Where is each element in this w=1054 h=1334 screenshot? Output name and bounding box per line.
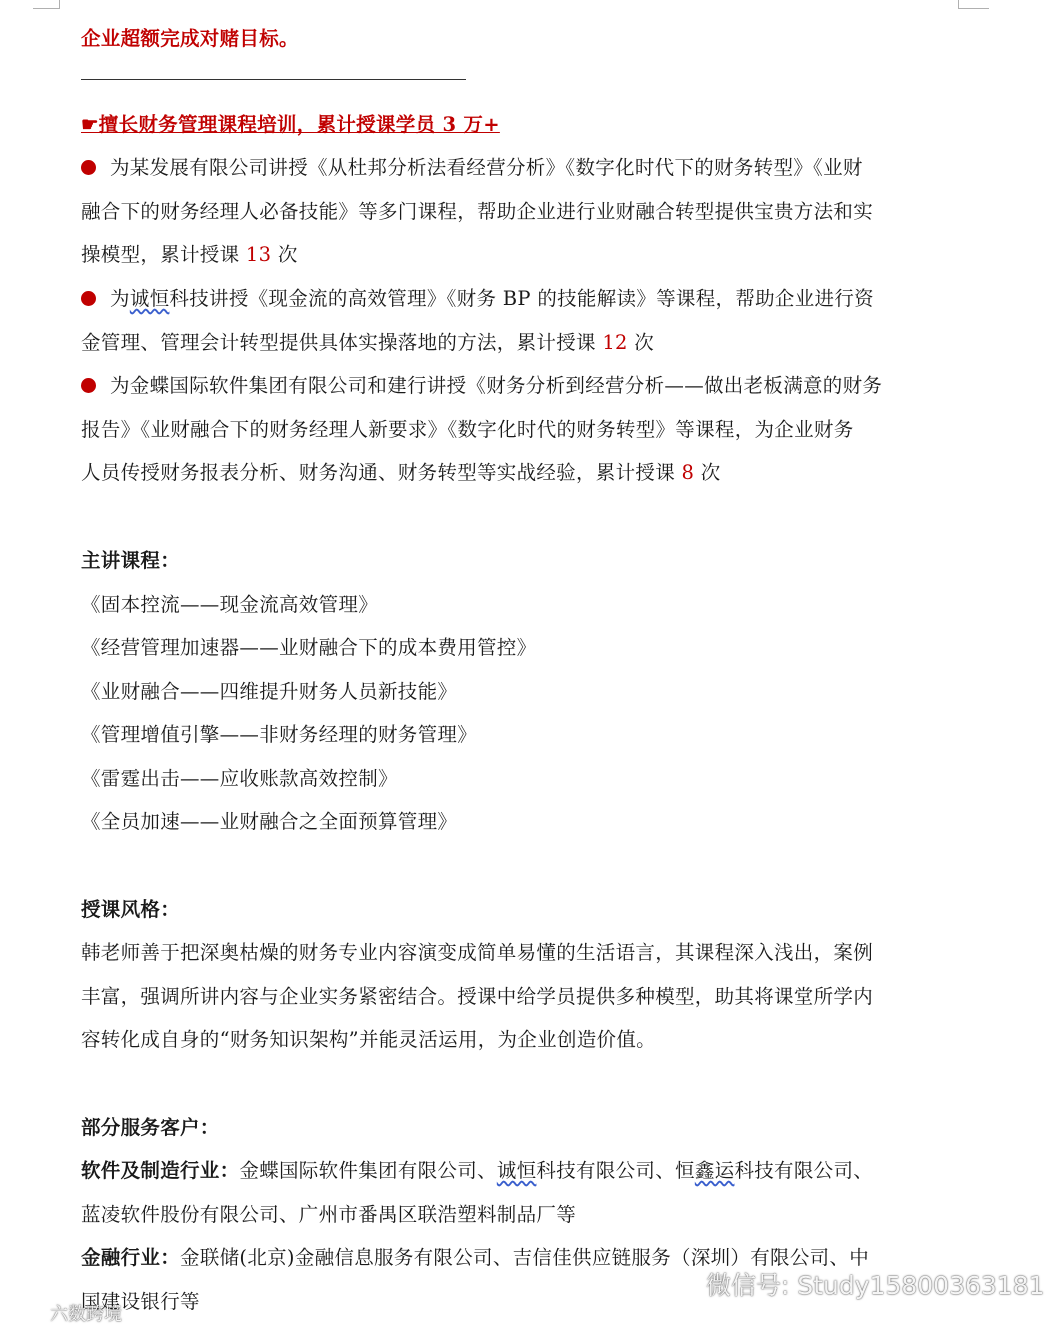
course-item: 《雷霆出击——应收账款高效控制》: [81, 767, 398, 790]
bullet-1-line-2: 融合下的财务经理人必备技能》等多门课程，帮助企业进行业财融合转型提供宝贵方法和实: [81, 200, 874, 223]
style-line-1: 韩老师善于把深奥枯燥的财务专业内容演变成简单易懂的生活语言，其课程深入浅出，案例: [81, 941, 874, 964]
logo-watermark: 六数跨境: [6, 1300, 122, 1326]
bullet-3-line-2: 报告》《业财融合下的财务经理人新要求》《数字化时代的财务转型》等课程，为企业财务: [81, 418, 854, 441]
bullet-dot-icon: [81, 291, 96, 306]
brand-logo-icon: [6, 1301, 46, 1325]
bullet-2-line-2: 金管理、管理会计转型提供具体实操落地的方法，累计授课 12 次: [81, 331, 655, 354]
bullet-1-line-3: 操模型，累计授课 13 次: [81, 243, 298, 266]
course-item: 《管理增值引擎——非财务经理的财务管理》: [81, 723, 478, 746]
lesson-count: 13: [245, 243, 272, 266]
bullet-dot-icon: [81, 160, 96, 175]
clients-software-line-2: 蓝凌软件股份有限公司、广州市番禺区联浩塑料制品厂等: [81, 1203, 577, 1226]
crop-mark-left: [33, 0, 60, 9]
spellcheck-word: 鑫运: [694, 1159, 735, 1182]
lesson-count: 12: [602, 331, 628, 354]
course-item: 《经营管理加速器——业财融合下的成本费用管控》: [81, 636, 537, 659]
bullet-3-line-3: 人员传授财务报表分析、财务沟通、财务转型等实战经验，累计授课 8 次: [81, 461, 721, 484]
style-heading: 授课风格：: [81, 898, 181, 921]
course-item: 《全员加速——业财融合之全面预算管理》: [81, 810, 458, 833]
bullet-1-line-1: 为某发展有限公司讲授《从杜邦分析法看经营分析》《数字化时代下的财务转型》《业财: [81, 156, 863, 180]
course-item: 《业财融合——四维提升财务人员新技能》: [81, 680, 458, 703]
bullet-2-line-1: 为诚恒科技讲授《现金流的高效管理》《财务 BP 的技能解读》等课程，帮助企业进行资: [81, 287, 874, 311]
style-line-3: 容转化成自身的“财务知识架构”并能灵活运用，为企业创造价值。: [81, 1028, 656, 1051]
separator-line: [81, 79, 466, 80]
spellcheck-word: 诚恒: [496, 1159, 537, 1182]
clients-finance-line-2: 国建设银行等: [81, 1290, 200, 1313]
top-line: 企业超额完成对赌目标。: [81, 27, 299, 50]
bullet-3-line-1: 为金蝶国际软件集团有限公司和建行讲授《财务分析到经营分析——做出老板满意的财务: [81, 374, 882, 398]
clients-finance-line-1: 金融行业：金联储(北京)金融信息服务有限公司、吉信佳供应链服务（深圳）有限公司、中: [81, 1246, 870, 1269]
style-line-2: 丰富，强调所讲内容与企业实务紧密结合。授课中给学员提供多种模型，助其将课堂所学内: [81, 985, 874, 1008]
courses-heading: 主讲课程：: [81, 549, 181, 572]
clients-heading: 部分服务客户：: [81, 1116, 220, 1139]
highlight-heading: ☛擅长财务管理课程培训，累计授课学员 3 万+: [81, 113, 500, 136]
wechat-watermark: 微信号: Study15800363181: [668, 1266, 1045, 1302]
lesson-count: 8: [681, 461, 695, 484]
course-item: 《固本控流——现金流高效管理》: [81, 593, 378, 616]
wechat-icon: [668, 1271, 700, 1297]
bullet-dot-icon: [81, 378, 96, 393]
crop-mark-right: [958, 0, 989, 9]
spellcheck-word: 诚恒: [129, 287, 170, 310]
clients-software-line-1: 软件及制造行业：金蝶国际软件集团有限公司、诚恒科技有限公司、恒鑫运科技有限公司、: [81, 1159, 874, 1182]
